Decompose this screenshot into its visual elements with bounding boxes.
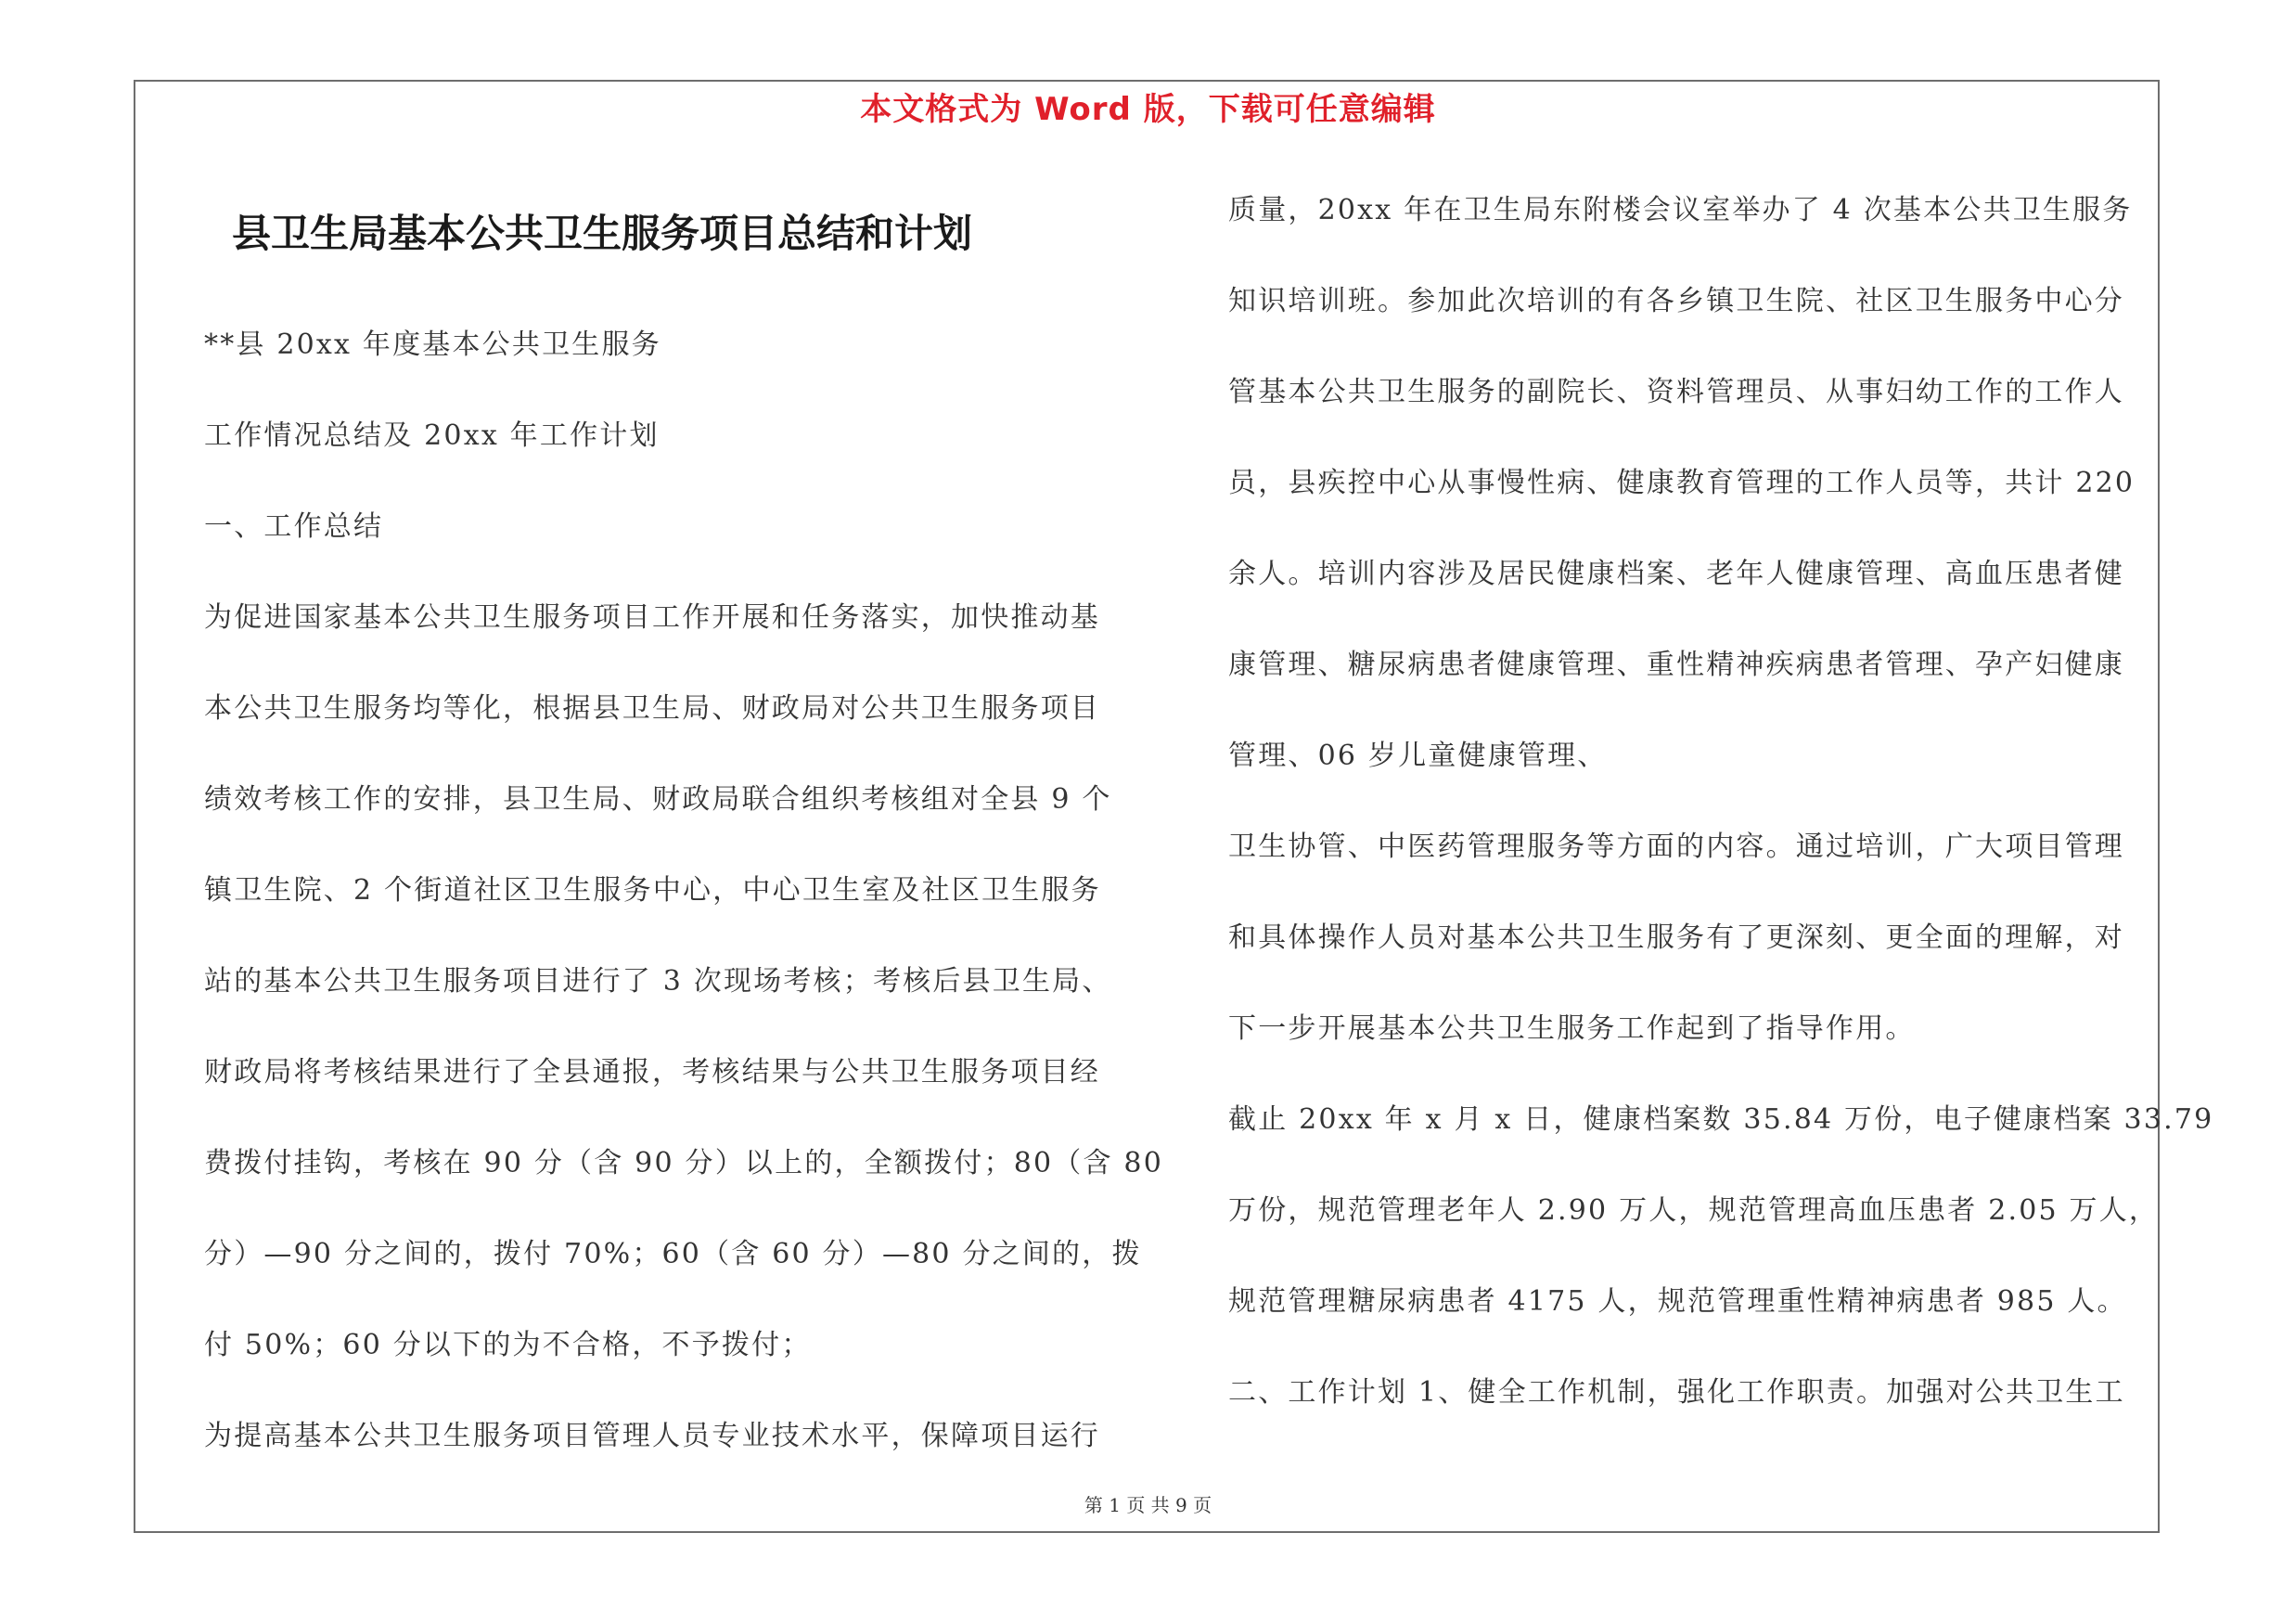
paragraph-line: 管基本公共卫生服务的副院长、资料管理员、从事妇幼工作的工作人: [1228, 376, 2124, 408]
paragraph-line: 付 50%；60 分以下的为不合格，不予拨付；: [204, 1329, 812, 1361]
section-heading: 二、工作计划 1、健全工作机制，强化工作职责。加强对公共卫生工: [1228, 1376, 2125, 1409]
paragraph-line: 余人。培训内容涉及居民健康档案、老年人健康管理、高血压患者健: [1228, 558, 2124, 590]
paragraph-line: 分）—90 分之间的，拨付 70%；60（含 60 分）—80 分之间的，拨: [204, 1238, 1142, 1270]
paragraph-line: 下一步开展基本公共卫生服务工作起到了指导作用。: [1228, 1012, 1916, 1045]
document-title: 县卫生局基本公共卫生服务项目总结和计划: [232, 211, 973, 256]
paragraph-line: 为促进国家基本公共卫生服务项目工作开展和任务落实，加快推动基: [204, 601, 1100, 634]
paragraph-line: 卫生协管、中医药管理服务等方面的内容。通过培训，广大项目管理: [1228, 831, 2124, 863]
page-number-footer: 第 1 页 共 9 页: [1084, 1494, 1212, 1516]
paragraph-line: 截止 20xx 年 x 月 x 日，健康档案数 35.84 万份，电子健康档案 33.79: [1228, 1103, 2214, 1136]
section-heading: 一、工作总结: [204, 510, 384, 543]
paragraph-line: 康管理、糖尿病患者健康管理、重性精神疾病患者管理、孕产妇健康: [1228, 649, 2124, 681]
paragraph-line: 工作情况总结及 20xx 年工作计划: [204, 419, 660, 452]
paragraph-line: 镇卫生院、2 个街道社区卫生服务中心，中心卫生室及社区卫生服务: [204, 874, 1101, 907]
paragraph-line: 本公共卫生服务均等化，根据县卫生局、财政局对公共卫生服务项目: [204, 692, 1100, 725]
paragraph-line: 和具体操作人员对基本公共卫生服务有了更深刻、更全面的理解，对: [1228, 921, 2124, 954]
format-banner: 本文格式为 Word 版，下载可任意编辑: [860, 91, 1436, 128]
paragraph-line: **县 20xx 年度基本公共卫生服务: [204, 328, 661, 361]
paragraph-line: 知识培训班。参加此次培训的有各乡镇卫生院、社区卫生服务中心分: [1228, 285, 2124, 317]
paragraph-line: 员，县疾控中心从事慢性病、健康教育管理的工作人员等，共计 220: [1228, 467, 2136, 499]
paragraph-line: 规范管理糖尿病患者 4175 人，规范管理重性精神病患者 985 人。: [1228, 1285, 2127, 1318]
paragraph-line: 管理、06 岁儿童健康管理、: [1228, 740, 1608, 772]
paragraph-line: 财政局将考核结果进行了全县通报，考核结果与公共卫生服务项目经: [204, 1056, 1100, 1088]
paragraph-line: 费拨付挂钩，考核在 90 分（含 90 分）以上的，全额拨付；80（含 80: [204, 1147, 1163, 1179]
paragraph-line: 为提高基本公共卫生服务项目管理人员专业技术水平，保障项目运行: [204, 1420, 1100, 1452]
paragraph-line: 站的基本公共卫生服务项目进行了 3 次现场考核；考核后县卫生局、: [204, 965, 1112, 998]
paragraph-line: 质量，20xx 年在卫生局东附楼会议室举办了 4 次基本公共卫生服务: [1228, 194, 2133, 226]
paragraph-line: 绩效考核工作的安排，县卫生局、财政局联合组织考核组对全县 9 个: [204, 783, 1112, 816]
paragraph-line: 万份，规范管理老年人 2.90 万人，规范管理高血压患者 2.05 万人，: [1228, 1194, 2160, 1227]
